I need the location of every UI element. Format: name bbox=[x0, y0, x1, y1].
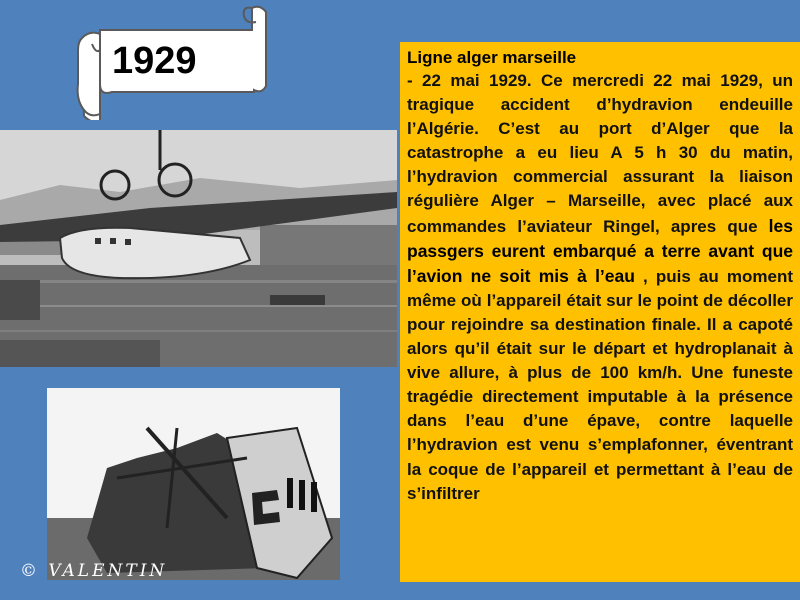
seaplane-photo bbox=[0, 130, 397, 367]
article-body bbox=[407, 69, 793, 506]
article-title: Ligne alger marseille bbox=[407, 48, 577, 67]
article-panel bbox=[400, 42, 800, 582]
article-text-part2: , puis au moment même où l’appareil était sur le point de décoller pour rejoindre sa destination finale. Il a capoté alors qu’il était sur le départ et hydroplanait à vive allure, à plus de 100 km/h. Une funeste tragédie directement imputable à la présence dans l’eau d’une épave, contre laquelle l’hydravion est venu s’emplafonner, éventrant la coque de l’appareil et permettant à l’eau de s’infiltrer bbox=[407, 266, 793, 503]
article-text-part1: - 22 mai 1929. Ce mercredi 22 mai 1929, un tragique accident d’hydravion endeuille l’Algérie. C’est au port d’Alger que la catastrophe a eu lieu A 5 h 30 du matin, l’hydravion commercial assurant la liaison régulière Alger – Marseille, avec placé aux commandes l’aviateur Ringel, apres que bbox=[407, 71, 793, 236]
year-label: 1929 bbox=[112, 40, 197, 82]
wreckage-photo bbox=[47, 388, 340, 580]
copyright-watermark: © VALENTIN bbox=[20, 561, 168, 581]
article-text-emphasis: les passgers eurent embarqué a terre avant que l’avion ne soit mis à l’eau bbox=[407, 215, 793, 286]
